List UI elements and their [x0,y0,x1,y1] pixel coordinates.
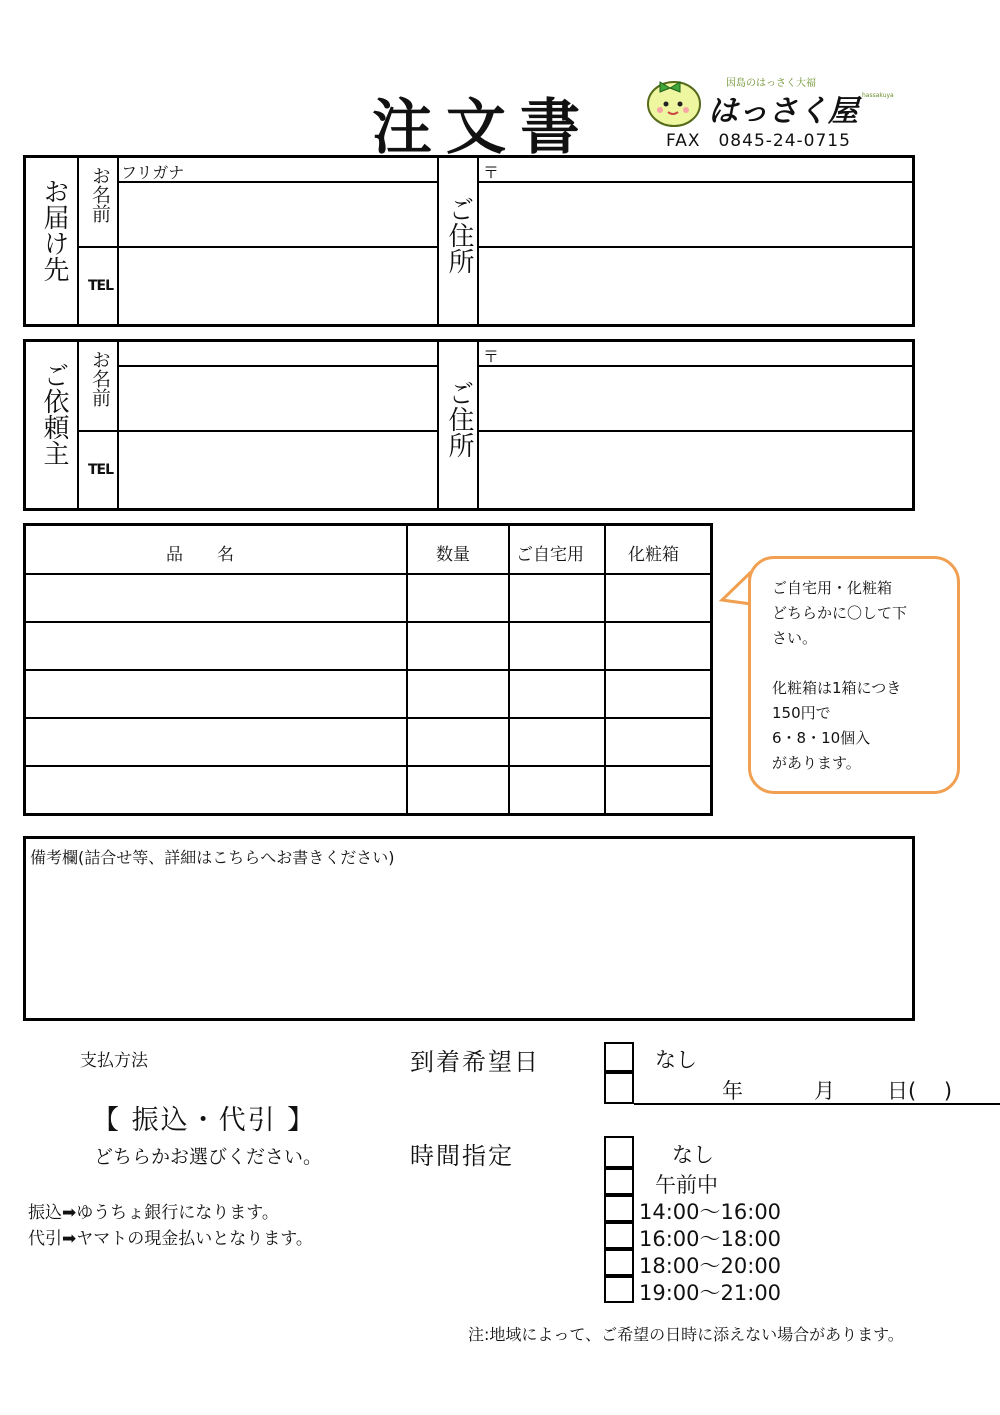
delivery-address-field[interactable] [479,184,911,324]
payment-cod-note: 代引➡ヤマトの現金払いとなります。 [28,1229,313,1249]
items-table [23,523,713,816]
time-morning-checkbox[interactable] [604,1168,634,1195]
time-14-16-checkbox[interactable] [604,1195,634,1222]
remarks-label: 備考欄(詰合せ等、詳細はこちらへお書きください) [30,848,395,867]
time-16-18-checkbox[interactable] [604,1222,634,1249]
arrival-label: 到着希望日 [410,1048,540,1076]
logo-english: hassakuya [862,92,894,99]
page-title: 注文書 [372,93,594,163]
fax-number: FAX 0845-24-0715 [666,131,851,151]
header-gift-box: 化粧箱 [628,545,679,565]
delivery-note: 注:地域によって、ご希望の日時に添えない場合があります。 [468,1325,904,1344]
delivery-label: お届け先 [39,178,69,282]
arrival-year: 年 [722,1079,743,1103]
payment-options: 【 振込・代引 】 [92,1105,317,1136]
delivery-furigana-field[interactable] [119,160,435,180]
payment-label: 支払方法 [80,1051,148,1071]
requester-address-label: ご住所 [444,380,474,458]
delivery-tel-label: TEL [88,278,114,294]
time-none-checkbox[interactable] [604,1136,634,1168]
payment-transfer-note: 振込➡ゆうちょ銀行になります。 [28,1203,279,1223]
table-row[interactable] [28,720,708,764]
header-quantity: 数量 [436,545,470,565]
requester-furigana-field[interactable] [119,344,435,364]
delivery-address-label: ご住所 [444,196,474,274]
mascot-logo-icon [640,70,710,130]
remarks-box[interactable] [23,836,915,1021]
requester-name-label: お名前 [89,350,111,407]
requester-section [23,339,915,511]
time-option: なし [672,1143,714,1167]
requester-tel-label: TEL [88,462,114,478]
table-row[interactable] [28,672,708,716]
time-option: 14:00～16:00 [639,1200,782,1224]
postal-mark: 〒 [483,163,500,182]
table-row[interactable] [28,768,708,812]
time-option: 16:00～18:00 [639,1227,782,1251]
delivery-postal-field[interactable] [501,160,911,180]
requester-address-field[interactable] [479,368,911,508]
delivery-name-field[interactable] [119,184,435,244]
time-option: 午前中 [655,1173,718,1197]
requester-name-field[interactable] [119,368,435,428]
arrival-date-checkbox[interactable] [604,1072,634,1104]
delivery-tel-field[interactable] [119,249,435,323]
delivery-name-label: お名前 [89,166,111,223]
postal-mark: 〒 [483,347,500,366]
time-option: 19:00～21:00 [639,1281,782,1305]
logo-name: はっさく屋 [708,94,858,129]
arrival-none: なし [655,1048,697,1072]
arrival-month: 月 [814,1079,835,1103]
logo-subtitle: 因島のはっさく大福 [726,78,816,89]
requester-tel-field[interactable] [119,433,435,507]
arrival-none-checkbox[interactable] [604,1042,634,1072]
time-option: 18:00～20:00 [639,1254,782,1278]
time-label: 時間指定 [410,1142,514,1170]
header-home-use: ご自宅用 [516,545,584,565]
furigana-label: フリガナ [121,163,185,182]
table-row[interactable] [28,624,708,668]
payment-choose: どちらかお選びください。 [94,1146,323,1168]
time-19-21-checkbox[interactable] [604,1276,634,1303]
table-row[interactable] [28,576,708,620]
arrival-day: 日( ) [887,1079,953,1103]
requester-label: ご依頼主 [39,362,69,466]
delivery-section [23,155,915,327]
time-18-20-checkbox[interactable] [604,1249,634,1276]
header-product-name: 品 名 [166,545,234,565]
bubble-text: ご自宅用・化粧箱 どちらかに〇して下 さい。 化粧箱は1箱につき 150円で 6・8・10個入 があります。 [772,579,908,772]
